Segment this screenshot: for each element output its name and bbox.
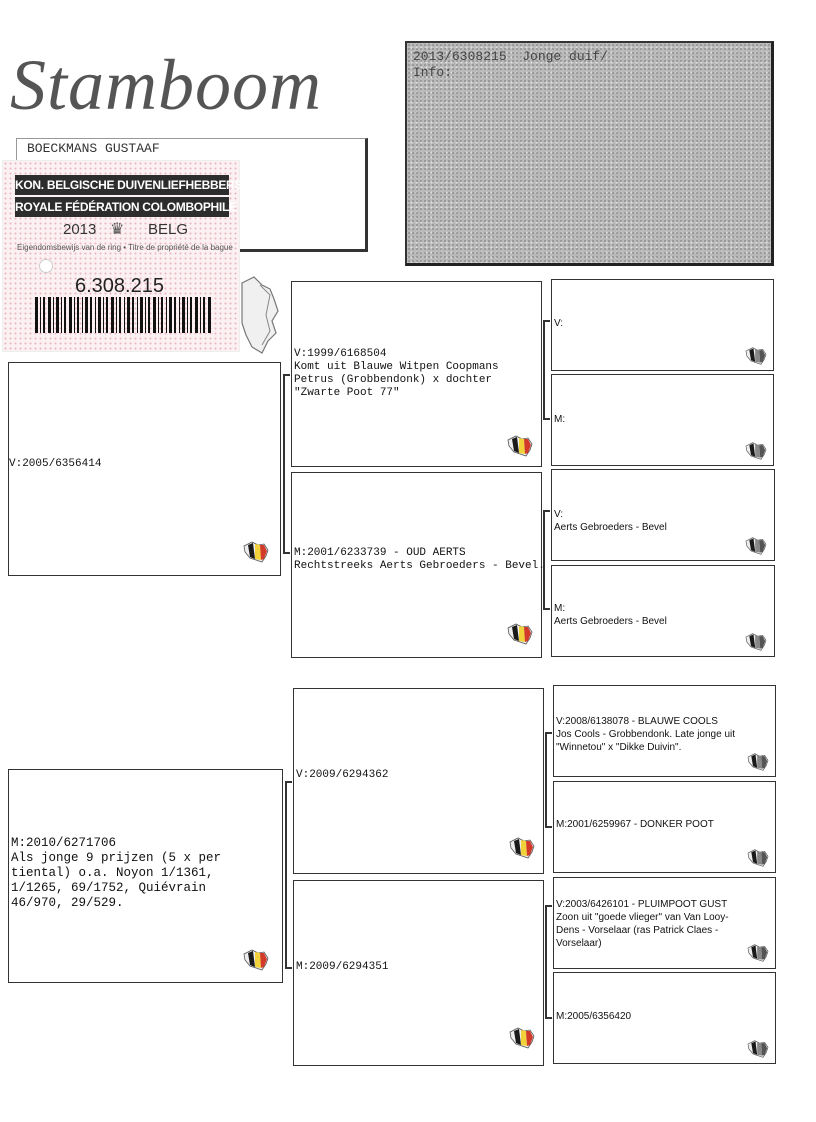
info-text xyxy=(413,49,608,81)
sire-text: V:2005/6356414 xyxy=(9,458,102,470)
great-grandparent-box-4 xyxy=(551,565,775,657)
belgium-map-icon xyxy=(508,836,536,860)
connector-gp3 xyxy=(545,732,552,828)
great-grandparent-box-5 xyxy=(553,685,776,777)
ring-band-dutch: KON. BELGISCHE DUIVENLIEFHEBBERSBOND xyxy=(15,175,229,195)
belgium-map-icon xyxy=(744,632,768,652)
grandparent-box-3 xyxy=(293,688,544,874)
belgium-map-icon xyxy=(506,622,534,646)
great-grandparent-text-6: M:2001/6259967 - DONKER POOT xyxy=(556,819,714,830)
great-grandparent-text-2: M: xyxy=(554,414,566,425)
great-grandparent-box-1 xyxy=(551,279,774,371)
belgium-map-icon xyxy=(744,346,768,366)
info-box xyxy=(405,41,774,266)
info-label: Info: xyxy=(413,65,453,80)
page-title: Stamboom xyxy=(10,45,322,125)
connector-gp4 xyxy=(545,905,552,1019)
grandparent-box-2 xyxy=(291,472,545,658)
great-grandparent-box-8 xyxy=(553,972,776,1064)
great-grandparent-text-3: V: Aerts Gebroeders - Bevel xyxy=(554,509,667,533)
belgium-map-icon xyxy=(746,943,770,963)
barcode xyxy=(35,297,211,333)
belgium-map-icon xyxy=(744,536,768,556)
belgium-map-icon xyxy=(744,441,768,461)
grandparent-box-1 xyxy=(291,281,542,467)
belgium-map-icon xyxy=(242,540,270,564)
grandparent-text-1: V:1999/6168504 Komt uit Blauwe Witpen Coopmans Petrus (Grobbendonk) x dochter "Zwarte Poot 77" xyxy=(294,348,499,399)
belgium-map-icon xyxy=(746,848,770,868)
great-grandparent-box-2 xyxy=(551,374,774,466)
ring-number: 6.308.215 xyxy=(75,275,164,297)
ring-label xyxy=(2,160,280,352)
crown-icon: ♛ xyxy=(110,221,125,238)
grandparent-text-4: M:2009/6294351 xyxy=(296,961,389,973)
connector-gp1 xyxy=(543,320,550,420)
belgium-map-outline-icon xyxy=(240,275,280,355)
connector-dam xyxy=(285,781,292,969)
ring-ownership-line: Eigendomsbewijs van de ring • Titre de propriété de la bague xyxy=(17,243,233,252)
great-grandparent-box-7 xyxy=(553,877,776,969)
belgium-map-icon xyxy=(746,752,770,772)
ring-country: BELG xyxy=(148,221,189,238)
ring-hole xyxy=(39,259,53,273)
belgium-map-icon xyxy=(506,434,534,458)
owner-name: BOECKMANS GUSTAAF xyxy=(27,141,160,156)
ring-band-french: ROYALE FÉDÉRATION COLOMBOPHILE BELGE xyxy=(15,197,229,217)
great-grandparent-text-4: M: Aerts Gebroeders - Bevel xyxy=(554,603,667,627)
great-grandparent-text-1: V: xyxy=(554,318,564,329)
belgium-map-icon xyxy=(242,948,270,972)
great-grandparent-text-5: V:2008/6138078 - BLAUWE COOLS Jos Cools - Grobbendonk. Late jonge uit "Winnetou" x "Dikke Duivin". xyxy=(556,716,735,753)
great-grandparent-box-6 xyxy=(553,781,776,873)
grandparent-text-3: V:2009/6294362 xyxy=(296,769,389,781)
great-grandparent-box-3 xyxy=(551,469,775,561)
connector-sire xyxy=(283,374,290,554)
grandparent-text-2: M:2001/6233739 - OUD AERTS Rechtstreeks Aerts Gebroeders - Bevel. xyxy=(294,547,545,572)
ring-year: 2013 xyxy=(63,221,97,238)
grandparent-box-4 xyxy=(293,880,544,1066)
belgium-map-icon xyxy=(508,1026,536,1050)
great-grandparent-text-7: V:2003/6426101 - PLUIMPOOT GUST Zoon uit "goede vlieger" van Van Looy- Dens - Vorselaar (ras Patrick Claes - Vorselaar) xyxy=(556,899,729,949)
dam-text: M:2010/6271706 Als jonge 9 prijzen (5 x per tiental) o.a. Noyon 1/1361, 1/1265, 69/1752, Quiévrain 46/970, 29/529. xyxy=(11,836,222,910)
great-grandparent-text-8: M:2005/6356420 xyxy=(556,1011,632,1022)
info-ring-line: 2013/6308215 Jonge duif/ xyxy=(413,49,609,64)
connector-gp2 xyxy=(543,510,550,610)
sire-box xyxy=(8,362,281,576)
belgium-map-icon xyxy=(746,1039,770,1059)
